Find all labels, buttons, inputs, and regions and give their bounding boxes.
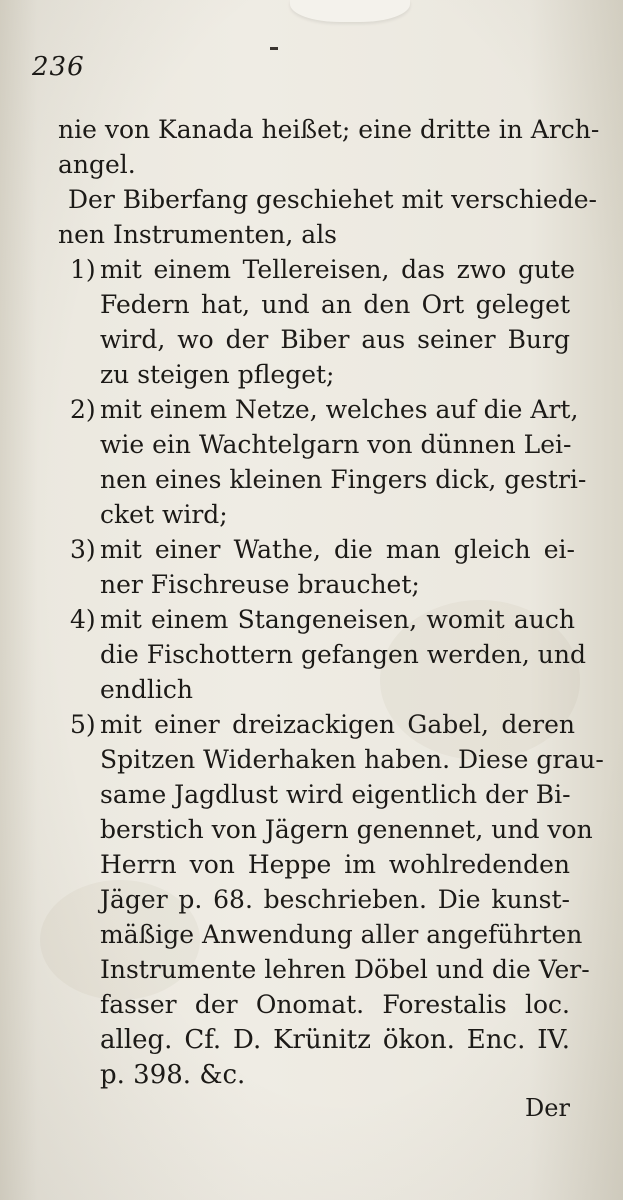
text-line: mit einem Netze, welches auf die Art, bbox=[100, 395, 579, 424]
page-number: 236 bbox=[32, 52, 85, 82]
print-mark bbox=[270, 47, 278, 50]
text-line: zu steigen pfleget; bbox=[100, 360, 335, 389]
text-line: fasser der Onomat. Forestalis loc. bbox=[100, 990, 570, 1019]
text-line: nie von Kanada heißet; eine dritte in Arch- bbox=[58, 115, 600, 144]
text-line: same Jagdlust wird eigentlich der Bi- bbox=[100, 780, 571, 809]
paper-tab bbox=[290, 0, 410, 22]
list-number: 4) bbox=[70, 605, 96, 634]
text-line: wie ein Wachtelgarn von dünnen Lei- bbox=[100, 430, 572, 459]
text-line: mit einer dreizackigen Gabel, deren bbox=[100, 710, 575, 739]
text-line: ner Fischreuse brauchet; bbox=[100, 570, 420, 599]
text-line: p. 398. &c. bbox=[100, 1060, 246, 1090]
list-number: 3) bbox=[70, 535, 96, 564]
text-line: mäßige Anwendung aller angeführten bbox=[100, 920, 583, 949]
text-line: die Fischottern gefangen werden, und bbox=[100, 640, 586, 669]
catchword: Der bbox=[525, 1094, 570, 1122]
text-line: Instrumente lehren Döbel und die Ver- bbox=[100, 955, 590, 984]
text-line: nen Instrumenten, als bbox=[58, 220, 338, 249]
text-line: Jäger p. 68. beschrieben. Die kunst- bbox=[100, 885, 570, 914]
text-line: mit einem Stangeneisen, womit auch bbox=[100, 605, 575, 634]
text-line: Federn hat, und an den Ort geleget bbox=[100, 290, 570, 319]
text-line: nen eines kleinen Fingers dick, gestri- bbox=[100, 465, 587, 494]
text-line: cket wird; bbox=[100, 500, 228, 529]
text-line: wird, wo der Biber aus seiner Burg bbox=[100, 325, 570, 354]
text-line: alleg. Cf. D. Krünitz ökon. Enc. IV. bbox=[100, 1025, 570, 1055]
list-number: 2) bbox=[70, 395, 96, 424]
text-line: Spitzen Widerhaken haben. Diese grau- bbox=[100, 745, 604, 774]
text-line: mit einer Wathe, die man gleich ei- bbox=[100, 535, 575, 564]
text-line: endlich bbox=[100, 675, 193, 704]
list-number: 5) bbox=[70, 710, 96, 739]
text-line: Herrn von Heppe im wohlredenden bbox=[100, 850, 570, 879]
text-line: mit einem Tellereisen, das zwo gute bbox=[100, 255, 575, 284]
text-line: angel. bbox=[58, 150, 136, 179]
text-line: berstich von Jägern genennet, und von bbox=[100, 815, 593, 844]
text-line: Der Biberfang geschiehet mit verschiede- bbox=[68, 185, 598, 214]
list-number: 1) bbox=[70, 255, 96, 284]
